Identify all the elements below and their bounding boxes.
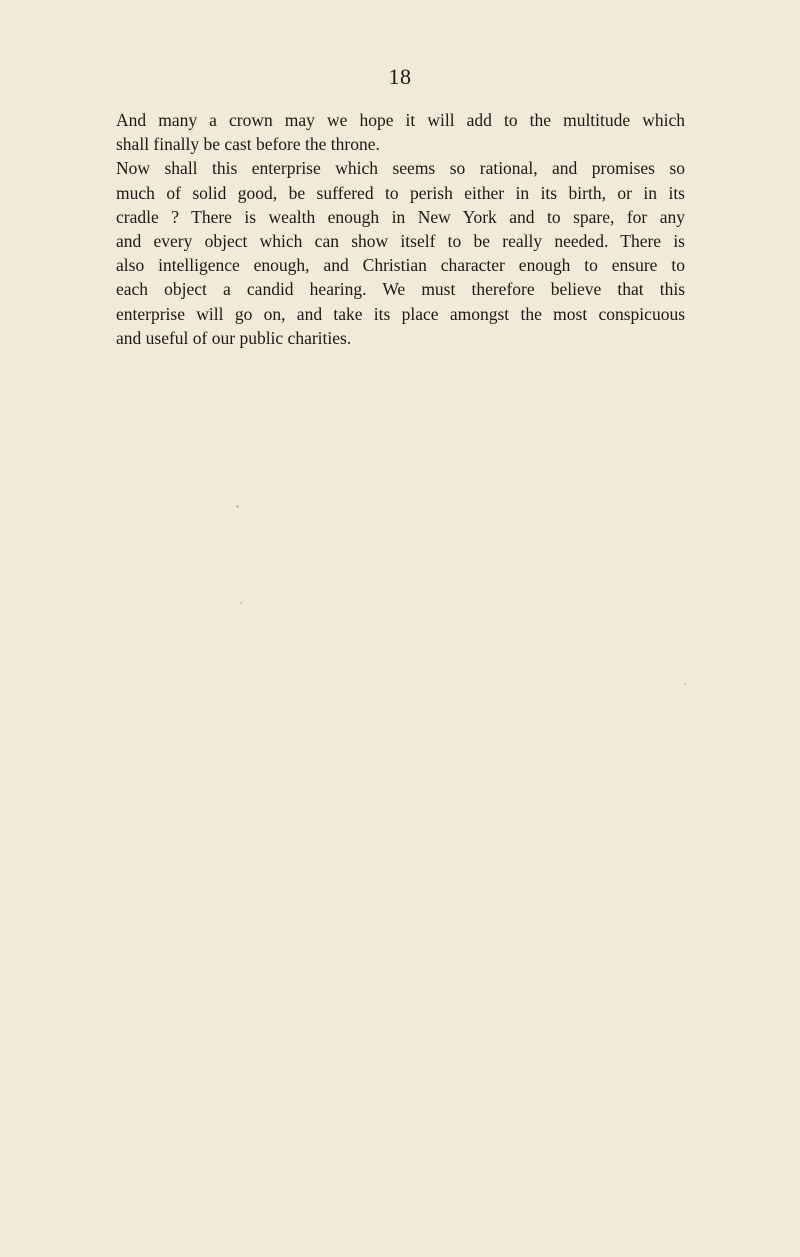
text-line: and every object which can show itself to be really needed. There is [116, 231, 685, 252]
text-line: much of solid good, be suffered to perish either in its birth, or in its [116, 182, 685, 203]
text-line: enterprise will go on, and take its place amongst the most conspicuous [116, 303, 685, 324]
paragraph-1 [116, 108, 685, 156]
text-line: shall finally be cast before the throne. [116, 134, 380, 155]
page-number: 18 [388, 64, 412, 89]
text-line: also intelligence enough, and Christian character enough to ensure to [116, 255, 685, 276]
text-line: cradle ? There is wealth enough in New York and to spare, for any [116, 206, 685, 227]
paper-speck [684, 683, 686, 685]
body-text [116, 108, 685, 350]
paragraph-2 [116, 156, 685, 350]
text-line: and useful of our public charities. [116, 327, 352, 348]
text-line: And many a crown may we hope it will add to the multitude which [116, 110, 685, 130]
text-line: each object a candid hearing. We must therefore believe that this [116, 279, 685, 300]
text-line: Now shall this enterprise which seems so rational, and promises so [116, 158, 685, 179]
paper-speck [236, 505, 239, 508]
paper-speck [240, 602, 242, 604]
